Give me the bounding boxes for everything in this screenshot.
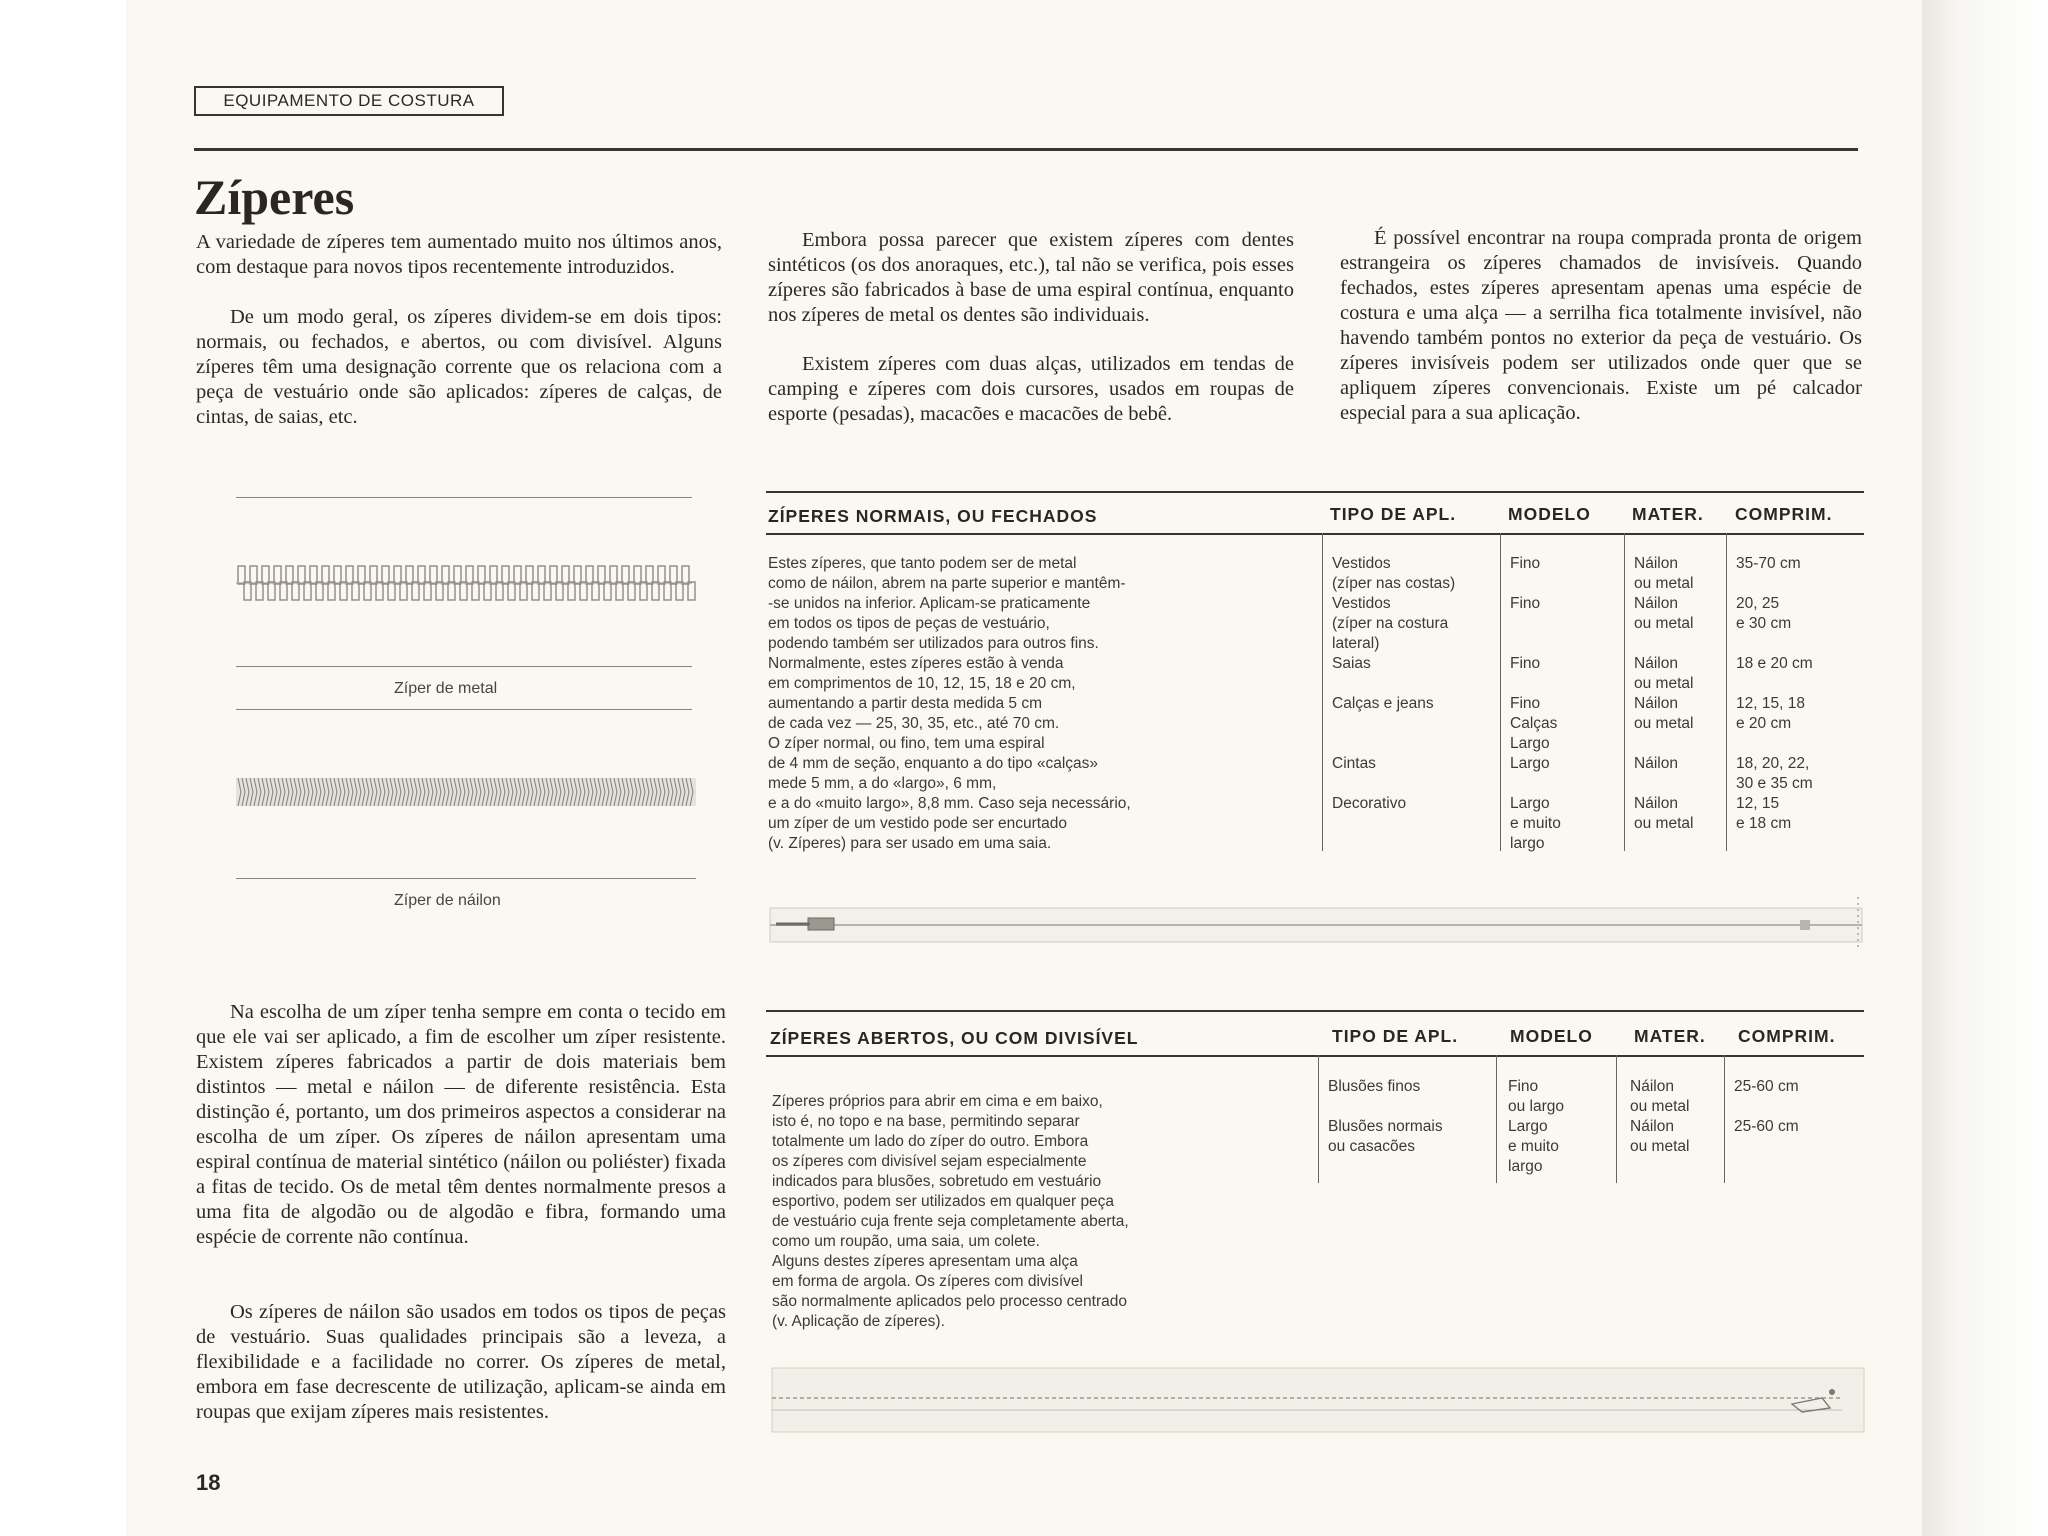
table-open-col-comprim: COMPRIM. (1738, 1026, 1836, 1046)
table-normal-row-2-modelo: Fino (1510, 595, 1541, 612)
table-open-header-rule (766, 1055, 1864, 1057)
table-normal-col-mater: MATER. (1632, 504, 1704, 524)
column-divider (1726, 533, 1727, 851)
table-normal-row-6-modelo: Largo e muito largo (1510, 795, 1561, 852)
section-label: EQUIPAMENTO DE COSTURA (194, 86, 504, 116)
table-open-top-rule (766, 1010, 1864, 1012)
column-divider (1496, 1055, 1497, 1183)
table-normal-row-2-comprim: 20, 25 e 30 cm (1736, 595, 1792, 632)
table-normal-title: ZÍPERES NORMAIS, OU FECHADOS (768, 506, 1098, 526)
table-normal-row-2-mater: Náilon ou metal (1634, 595, 1694, 632)
table-normal-row-5-mater: Náilon (1634, 755, 1678, 772)
table-open-row-2-modelo: Largo e muito largo (1508, 1118, 1559, 1175)
table-open-row-1-comprim: 25-60 cm (1734, 1078, 1799, 1095)
header-rule (194, 148, 1858, 151)
table-normal-row-4-comprim: 12, 15, 18 e 20 cm (1736, 695, 1805, 732)
column-divider (1616, 1055, 1617, 1183)
table-normal-row-5-tipo: Cintas (1332, 755, 1376, 772)
table-normal-row-3-mater: Náilon ou metal (1634, 655, 1694, 692)
table-normal-row-4-modelo: Fino Calças Largo (1510, 695, 1558, 752)
table-open-col-mater: MATER. (1634, 1026, 1706, 1046)
types-paragraph: De um modo geral, os zíperes dividem-se em dois tipos: normais, ou fechados, e abertos, ou com divisível. Alguns zíperes têm uma designação corrente que os relaciona com a peça de vestuário onde são aplicados: zíperes de calças, de cintas, de saias, etc. (196, 306, 722, 428)
table-normal-row-3-tipo: Saias (1332, 655, 1371, 672)
illustration-rule-top (236, 497, 692, 498)
table-normal-row-6-tipo: Decorativo (1332, 795, 1407, 812)
table-open-col-modelo: MODELO (1510, 1026, 1593, 1046)
table-normal-row-6-mater: Náilon ou metal (1634, 795, 1694, 832)
page-edge-shadow (1922, 0, 2048, 1536)
table-normal-row-6-comprim: 12, 15 e 18 cm (1736, 795, 1792, 832)
nylon-metal-paragraph: Os zíperes de náilon são usados em todos os tipos de peças de vestuário. Suas qualidades principais são a leveza, a flexibilidade e a facilidade no correr. Os zíperes de metal, embora em fase decrescente de utilização, aplicam-se ainda em roupas que exijam zíperes mais resistentes. (196, 1301, 726, 1423)
table-normal-row-5-modelo: Largo (1510, 755, 1550, 772)
illustration-rule (236, 878, 696, 879)
column-divider (1500, 533, 1501, 851)
table-open-title: ZÍPERES ABERTOS, OU COM DIVISÍVEL (770, 1028, 1139, 1048)
table-normal-col-modelo: MODELO (1508, 504, 1591, 524)
table-normal-row-1-mater: Náilon ou metal (1634, 555, 1694, 592)
illustration-rule (236, 666, 692, 667)
table-open-row-1-tipo: Blusões finos (1328, 1078, 1421, 1095)
nylon-zipper-illustration (236, 772, 696, 812)
table-open-row-2-comprim: 25-60 cm (1734, 1118, 1799, 1135)
illustration-rule (236, 709, 692, 710)
table-normal-row-4-tipo: Calças e jeans (1332, 695, 1434, 712)
table-normal-row-2-tipo: Vestidos (zíper na costura lateral) (1332, 595, 1449, 652)
table-normal-top-rule (766, 491, 1864, 493)
metal-zipper-illustration (236, 560, 692, 608)
table-normal-row-1-comprim: 35-70 cm (1736, 555, 1801, 572)
page-title: Zíperes (194, 169, 355, 225)
intro-paragraph: A variedade de zíperes tem aumentado muito nos últimos anos, com destaque para novos tipos recentemente introduzidos. (196, 231, 722, 278)
two-handles-paragraph: Existem zíperes com duas alças, utilizados em tendas de camping e zíperes com dois cursores, usados em roupas de esporte (pesadas), macacões e macacões de bebê. (768, 353, 1294, 425)
closed-zipper-illustration (770, 894, 1866, 954)
column-divider (1322, 533, 1323, 851)
table-normal-col-tipo: TIPO DE APL. (1330, 504, 1457, 524)
table-normal-row-1-modelo: Fino (1510, 555, 1541, 572)
column-divider (1624, 533, 1625, 851)
open-zipper-illustration (772, 1368, 1864, 1438)
table-open-col-tipo: TIPO DE APL. (1332, 1026, 1459, 1046)
nylon-zipper-caption: Zíper de náilon (394, 892, 501, 909)
column-divider (1318, 1055, 1319, 1183)
table-normal-row-3-comprim: 18 e 20 cm (1736, 655, 1813, 672)
metal-zipper-caption: Zíper de metal (394, 680, 498, 697)
page-number: 18 (196, 1470, 221, 1495)
table-normal-col-comprim: COMPRIM. (1735, 504, 1833, 524)
table-open-row-1-modelo: Fino ou largo (1508, 1078, 1565, 1115)
table-open-row-1-mater: Náilon ou metal (1630, 1078, 1690, 1115)
column-divider (1724, 1055, 1725, 1183)
table-open-row-2-tipo: Blusões normais ou casacões (1328, 1118, 1443, 1155)
table-normal-row-4-mater: Náilon ou metal (1634, 695, 1694, 732)
table-normal-header-rule (766, 533, 1864, 535)
choice-paragraph: Na escolha de um zíper tenha sempre em conta o tecido em que ele vai ser aplicado, a fim de escolher um zíper resistente. Existem zíperes fabricados a partir de dois materiais bem distintos — metal e náilon — de diferente resistência. Esta distinção é, portanto, um dos primeiros aspectos a considerar na escolha de um zíper. Os zíperes de náilon apresentam uma espiral contínua de material sintético (náilon ou poliéster) fixada a fitas de tecido. Os de metal têm dentes normalmente presos a uma fita de algodão ou de algodão e fibra, formando uma espécie de corrente não contínua. (196, 1001, 726, 1248)
synthetic-teeth-paragraph: Embora possa parecer que existem zíperes com dentes sintéticos (os dos anoraques, etc.), tal não se verifica, pois esses zíperes são fabricados à base de uma espiral contínua, enquanto nos zíperes de metal os dentes são individuais. (768, 229, 1294, 326)
table-open-description: Zíperes próprios para abrir em cima e em baixo, isto é, no topo e na base, permitindo separar totalmente um lado do zíper do outro. Embora os zíperes com divisível sejam especialmente indicados para blusões, sobretudo em vestuário esportivo, podem ser utilizados em qualquer peça de vestuário cuja frente seja completamente aberta, como um roupão, uma saia, um colete. Alguns destes zíperes apresentam uma alça em forma de argola. Os zíperes com divisível são normalmente aplicados pelo processo centrado (v. Aplicação de zíperes). (772, 1093, 1129, 1330)
table-open-row-2-mater: Náilon ou metal (1630, 1118, 1690, 1155)
table-normal-row-3-modelo: Fino (1510, 655, 1541, 672)
table-normal-description: Estes zíperes, que tanto podem ser de metal como de náilon, abrem na parte superior e mantêm- -se unidos na inferior. Aplicam-se praticamente em todos os tipos de peças de vestuário, podendo também ser utilizados para outros fins. Normalmente, estes zíperes estão à venda em comprimentos de 10, 12, 15, 18 e 20 cm, aumentando a partir desta medida 5 cm de cada vez — 25, 30, 35, etc., até 70 cm. O zíper normal, ou fino, tem uma espiral de 4 mm de seção, enquanto a do tipo «calças» mede 5 mm, a do «largo», 6 mm, e a do «muito largo», 8,8 mm. Caso seja necessário, um zíper de um vestido pode ser encurtado (v. Zíperes) para ser usado em uma saia. (768, 555, 1131, 852)
table-normal-row-5-comprim: 18, 20, 22, 30 e 35 cm (1736, 755, 1813, 792)
invisible-zipper-paragraph: É possível encontrar na roupa comprada pronta de origem estrangeira os zíperes chamados de invisíveis. Quando fechados, estes zíperes apresentam apenas uma espécie de costura e uma alça — a serrilha fica totalmente invisível, não havendo também pontos no exterior da peça de vestuário. Os zíperes invisíveis podem ser utilizados onde quer que se apliquem zíperes convencionais. Existe um pé calcador especial para a sua aplicação. (1340, 227, 1862, 424)
table-normal-row-1-tipo: Vestidos (zíper nas costas) (1332, 555, 1456, 592)
